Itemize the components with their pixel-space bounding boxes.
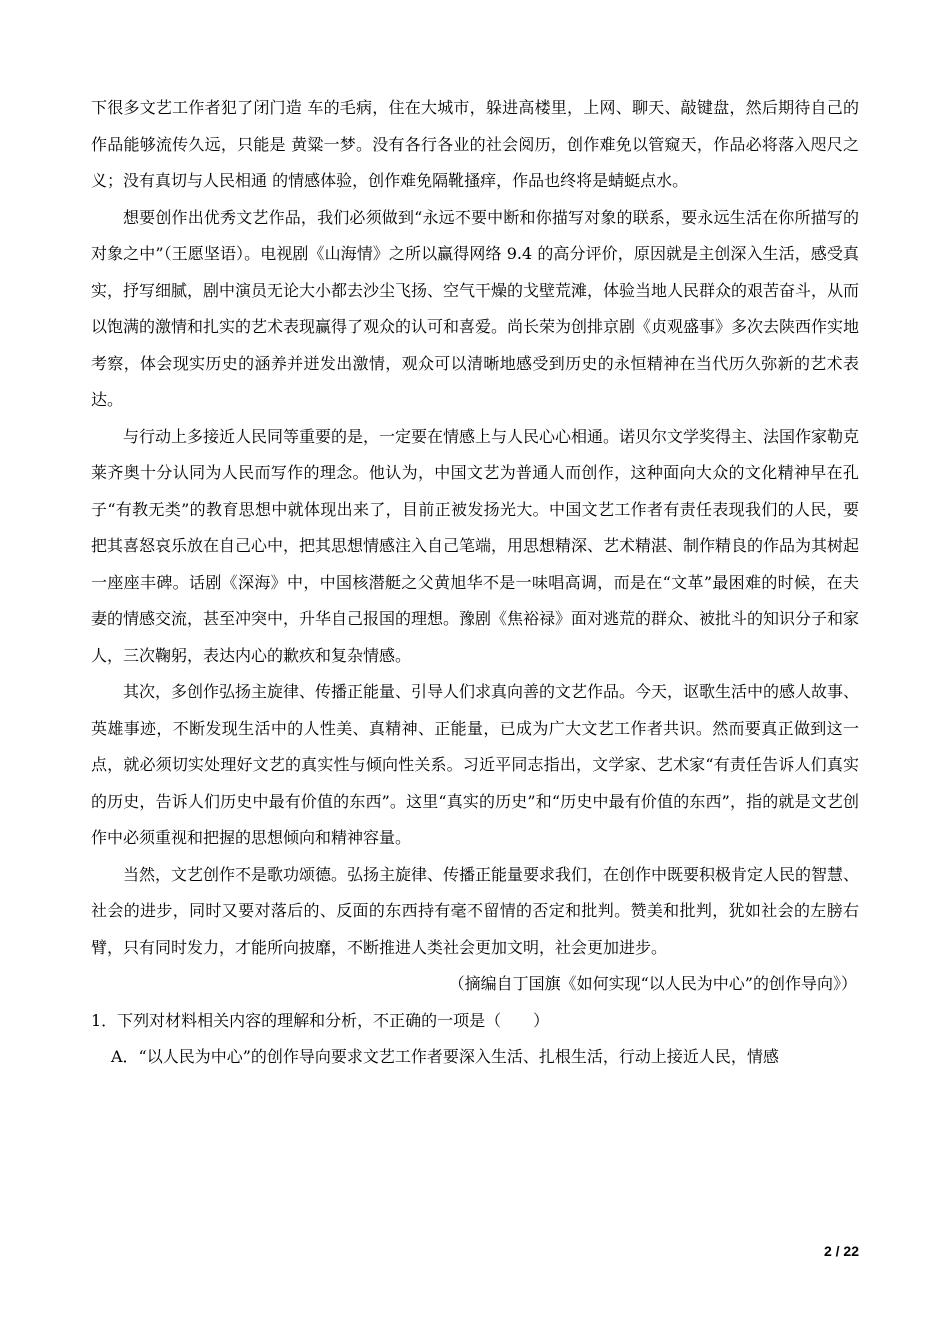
- paragraph-5: 当然，文艺创作不是歌功颂德。弘扬主旋律、传播正能量要求我们，在创作中既要积极肯定人民的智慧、社会的进步，同时又要对落后的、反面的东西持有毫不留情的否定和批判。赞美和批判，犹如社会的左膀右臂，只有同时发力，才能所向披靡，不断推进人类社会更加文明，社会更加进步。: [91, 864, 860, 957]
- page-number: 2 / 22: [823, 1243, 859, 1259]
- article-body: [91, 90, 859, 1076]
- question-1-option-a: A．“以人民为中心”的创作导向要求文艺工作者要深入生活、扎根生活，行动上接近人民，情感: [111, 1047, 779, 1066]
- paragraph-2: 想要创作出优秀文艺作品，我们必须做到“永远不要中断和你描写对象的联系，要永远生活在你所描写的对象之中”（王愿坚语）。电视剧《山海情》之所以赢得网络 9.4 的高分评价，原因就是主创深入生活，感受真实，抒写细腻，剧中演员无论大小都去沙尘飞扬、空气干燥的戈壁荒滩，体验当地人民群众的艰苦奋斗，从而以饱满的激情和扎实的艺术表现赢得了观众的认可和喜爱。尚长荣为创排京剧《贞观盛事》多次去陕西作实地考察，体会现实历史的涵养并迸发出激情，观众可以清晰地感受到历史的永恒精神在当代历久弥新的艺术表达。: [91, 207, 860, 409]
- paragraph-1: 下很多文艺工作者犯了闭门造 车的毛病，住在大城市，躲进高楼里，上网、聊天、敲键盘，然后期待自己的作品能够流传久远，只能是 黄粱一梦。没有各行各业的社会阅历，创作难免以管窥天，作品必将落入咫尺之义；没有真切与人民相通 的情感体验，创作难免隔靴搔痒，作品也终将是蜻蜓点水。: [91, 98, 859, 190]
- question-1-stem: 1．下列对材料相关内容的理解和分析，不正确的一项是（ ）: [91, 1010, 550, 1030]
- paragraph-3: 与行动上多接近人民同等重要的是，一定要在情感上与人民心心相通。诺贝尔文学奖得主、法国作家勒克莱齐奥十分认同为人民而写作的理念。他认为，中国文艺为普通人而创作，这种面向大众的文化精神早在孔子“有教无类”的教育思想中就体现出来了，目前正被发扬光大。中国文艺工作者有责任表现我们的人民，要把其喜怒哀乐放在自己心中，把其思想情感注入自己笔端，用思想精深、艺术精湛、制作精良的作品为其树起一座座丰碑。话剧《深海》中，中国核潜艇之父黄旭华不是一味唱高调，而是在“文革”最困难的时候，在夫妻的情感交流，甚至冲突中，升华自己报国的理想。豫剧《焦裕禄》面对逃荒的群众、被批斗的知识分子和家人，三次鞠躬，表达内心的歉疚和复杂情感。: [91, 426, 860, 665]
- source-citation: （摘编自丁国旗《如何实现“以人民为中心”的创作导向》）: [448, 974, 857, 993]
- paragraph-4: 其次，多创作弘扬主旋律、传播正能量、引导人们求真向善的文艺作品。今天，讴歌生活中的感人故事、英雄事迹，不断发现生活中的人性美、真精神、正能量，已成为广大文艺工作者共识。然而要真正做到这一点，就必须切实处理好文艺的真实性与倾向性关系。习近平同志指出，文学家、艺术家“有责任告诉人们真实的历史，告诉人们历史中最有价值的东西”。这里“真实的历史”和“历史中最有价值的东西”，指的就是文艺创作中必须重视和把握的思想倾向和精神容量。: [91, 682, 860, 847]
